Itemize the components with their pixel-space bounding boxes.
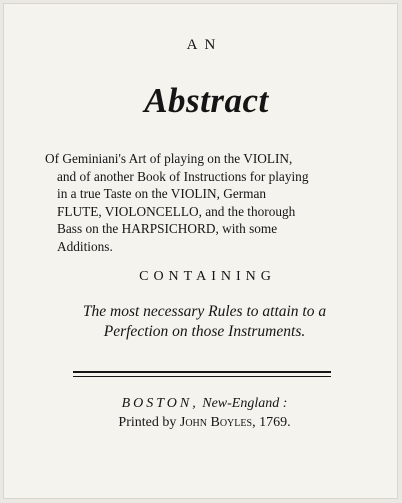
- description-line: Additions.: [57, 238, 113, 254]
- rules-line: The most necessary Rules to attain to a: [82, 303, 327, 320]
- description-line: Bass on the HARPSICHORD, with some: [57, 221, 278, 236]
- description-line: FLUTE, VIOLONCELLO, and the thorough: [57, 203, 296, 219]
- description-line: Of Geminiani's Art of playing on the VIOLIN,: [45, 151, 293, 166]
- imprint-city: BOSTON,: [121, 396, 199, 411]
- divider-rule-thick: [73, 371, 331, 373]
- imprint-printer: John Boyles: [179, 415, 253, 430]
- imprint-region: New-England :: [202, 396, 288, 411]
- description-line: in a true Taste on the VIOLIN, German: [57, 186, 267, 201]
- description-block: [45, 150, 365, 255]
- description-line: and of another Book of Instructions for playing: [57, 168, 309, 184]
- rules-text: [3, 302, 398, 342]
- heading-an: AN: [186, 37, 223, 53]
- imprint-printer-line: [11, 413, 398, 432]
- imprint-place: [11, 394, 398, 413]
- heading-containing: CONTAINING: [139, 269, 276, 284]
- imprint: [3, 394, 398, 432]
- heading-abstract: Abstract: [144, 81, 269, 120]
- imprint-year: , 1769.: [252, 415, 291, 430]
- rules-line: Perfection on those Instruments.: [103, 323, 306, 340]
- title-page: [3, 3, 398, 499]
- divider-rule-thin: [73, 376, 331, 377]
- imprint-printed-by: Printed by: [118, 415, 177, 430]
